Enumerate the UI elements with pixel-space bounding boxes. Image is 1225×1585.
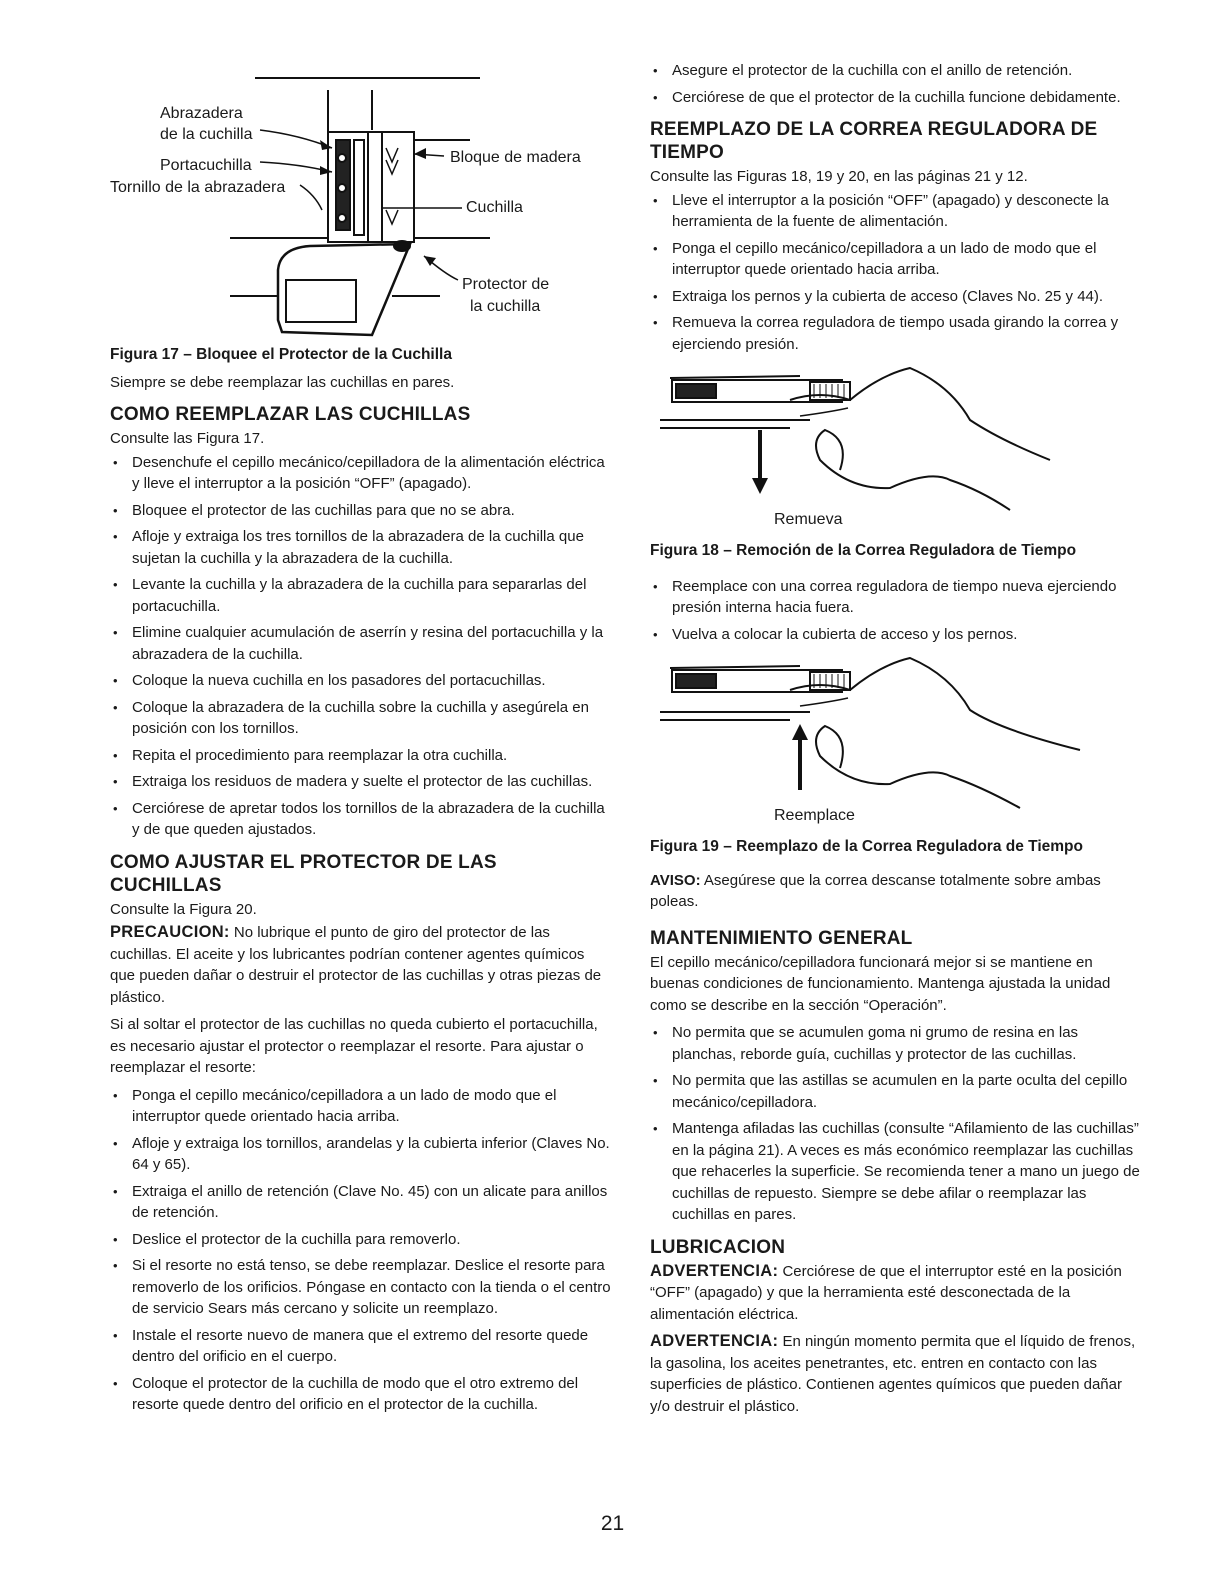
heading-lubricacion: LUBRICACION bbox=[650, 1236, 786, 1258]
list-item: • Mantenga afiladas las cuchillas (consulte “Afilamiento de las cuchillas” en la página 21). A veces es más económico reemplazar las cuchillas que rehacerles la superficie. Se recomienda tener a mano un juego de cuchillas de repuesto. Siempre se debe afilar o reemplazar las cuchillas en pares. bbox=[650, 1118, 1140, 1226]
label-de-la-cuchilla: de la cuchilla bbox=[160, 126, 253, 143]
warning-1-paragraph bbox=[650, 1261, 1140, 1326]
figure-18 bbox=[650, 360, 1140, 532]
figure-19-caption: Figura 19 – Reemplazo de la Correa Reguladora de Tiempo bbox=[650, 838, 1083, 855]
list-item: • Si el resorte no está tenso, se debe reemplazar. Deslice el resorte para removerlo de los orificios. Póngase en contacto con la tienda o el centro de servicio Sears más cercano y solicite un reemplazo. bbox=[110, 1255, 612, 1320]
label-protector-2: la cuchilla bbox=[470, 298, 541, 315]
belt-removal-list bbox=[650, 190, 1140, 356]
list-item: • Cerciórese de que el protector de la cuchilla funcione debidamente. bbox=[650, 87, 1140, 109]
list-item: • Ponga el cepillo mecánico/cepilladora a un lado de modo que el interruptor quede orientado hacia arriba. bbox=[650, 238, 1140, 281]
label-reemplace: Reemplace bbox=[774, 807, 855, 824]
caution-paragraph bbox=[110, 922, 612, 1008]
heading-ajustar-protector: COMO AJUSTAR EL PROTECTOR DE LAS CUCHILLAS bbox=[110, 851, 497, 896]
left-column bbox=[110, 60, 612, 1421]
warning-label: ADVERTENCIA: bbox=[650, 1261, 779, 1280]
warning-text: Cerciórese de que el interruptor esté en la posición “OFF” (apagado) y que la herramienta esté desconectada de la alimentación eléctrica. bbox=[650, 1262, 1122, 1323]
heading-reemplazar-cuchillas: COMO REEMPLAZAR LAS CUCHILLAS bbox=[110, 404, 471, 425]
caution-text: No lubrique el punto de giro del protector de las cuchillas. El aceite y los lubricantes podrían contener agentes químicos que pueden dañar o destruir el protector de las cuchillas y otras piezas de plástico. bbox=[110, 924, 602, 1006]
ref-text: Consulte la Figura 20. bbox=[110, 900, 257, 918]
list-item: • Elimine cualquier acumulación de aserrín y resina del portacuchilla y la abrazadera de la cuchilla. bbox=[110, 622, 612, 665]
list-item: • Ponga el cepillo mecánico/cepilladora a un lado de modo que el interruptor quede orientado hacia arriba. bbox=[110, 1085, 612, 1128]
list-item: • Levante la cuchilla y la abrazadera de la cuchilla para separarlas del portacuchilla. bbox=[110, 574, 612, 617]
list-item: • Extraiga el anillo de retención (Clave No. 45) con un alicate para anillos de retención. bbox=[110, 1181, 612, 1224]
maintenance-paragraph: El cepillo mecánico/cepilladora funcionará mejor si se mantiene en buenas condiciones de funcionamiento. Mantenga ajustada la unidad como se describe en la sección “Operación”. bbox=[650, 953, 1111, 1014]
maintenance-list bbox=[650, 1022, 1140, 1226]
warning-text: En ningún momento permita que el líquido de frenos, la gasolina, los aceites penetrantes, etc. entren en contacto con las superficies de plástico. Contienen agentes químicos que pueden dañar y/o destruir el plástico. bbox=[650, 1333, 1136, 1415]
list-item: • Repita el procedimiento para reemplazar la otra cuchilla. bbox=[110, 745, 612, 767]
figure-17-caption: Figura 17 – Bloquee el Protector de la Cuchilla bbox=[110, 346, 452, 363]
list-item: • Bloquee el protector de las cuchillas para que no se abra. bbox=[110, 500, 612, 522]
right-column bbox=[650, 60, 1140, 1423]
list-item: • Remueva la correa reguladora de tiempo usada girando la correa y ejerciendo presión. bbox=[650, 312, 1140, 355]
heading-correa: REEMPLAZO DE LA CORREA REGULADORA DE TIEMPO bbox=[650, 119, 1098, 163]
label-abrazadera: Abrazadera bbox=[160, 105, 243, 122]
caution-label: PRECAUCION: bbox=[110, 923, 230, 941]
aviso-text: Asegúrese que la correa descanse totalmente sobre ambas poleas. bbox=[650, 871, 1101, 910]
intro-text: Siempre se debe reemplazar las cuchillas en pares. bbox=[110, 373, 455, 391]
label-tornillo: Tornillo de la abrazadera bbox=[110, 179, 286, 196]
label-remueva: Remueva bbox=[774, 511, 843, 528]
list-item: • Asegure el protector de la cuchilla con el anillo de retención. bbox=[650, 60, 1140, 82]
list-item: • Coloque el protector de la cuchilla de modo que el otro extremo del resorte quede dentro del orificio en el protector de la cuchilla. bbox=[110, 1373, 612, 1416]
figure-18-caption: Figura 18 – Remoción de la Correa Reguladora de Tiempo bbox=[650, 542, 1077, 559]
list-item: • Cerciórese de apretar todos los tornillos de la abrazadera de la cuchilla y de que queden ajustados. bbox=[110, 798, 612, 841]
heading-mantenimiento: MANTENIMIENTO GENERAL bbox=[650, 927, 913, 949]
warning-2-paragraph bbox=[650, 1331, 1140, 1417]
replace-blades-list bbox=[110, 452, 612, 841]
ref-text: Consulte las Figura 17. bbox=[110, 430, 265, 447]
belt-replace-list bbox=[650, 576, 1140, 646]
adjust-guard-list bbox=[110, 1085, 612, 1416]
figure-19 bbox=[650, 650, 1140, 828]
label-cuchilla: Cuchilla bbox=[466, 199, 523, 216]
label-bloque: Bloque de madera bbox=[450, 149, 581, 166]
belt-replace-illustration bbox=[650, 650, 1140, 828]
list-item: • Lleve el interruptor a la posición “OFF” (apagado) y desconecte la herramienta de la fuente de alimentación. bbox=[650, 190, 1140, 233]
list-item: • Vuelva a colocar la cubierta de acceso y los pernos. bbox=[650, 624, 1140, 646]
list-item: • Deslice el protector de la cuchilla para removerlo. bbox=[110, 1229, 612, 1251]
list-item: • Reemplace con una correa reguladora de tiempo nueva ejerciendo presión interna hacia fuera. bbox=[650, 576, 1140, 619]
aviso-paragraph bbox=[650, 870, 1140, 913]
belt-removal-illustration bbox=[650, 360, 1140, 532]
list-item: • Afloje y extraiga los tres tornillos de la abrazadera de la cuchilla que sujetan la cuchilla y la abrazadera de la cuchilla. bbox=[110, 526, 612, 569]
list-item: • Desenchufe el cepillo mecánico/cepilladora de la alimentación eléctrica y lleve el interruptor a la posición “OFF” (apagado). bbox=[110, 452, 612, 495]
guard-final-list bbox=[650, 60, 1140, 108]
aviso-label: AVISO: bbox=[650, 871, 701, 889]
spring-paragraph: Si al soltar el protector de las cuchillas no queda cubierto el portacuchilla, es necesario ajustar el protector o reemplazar el resorte. Para ajustar o reemplazar el resorte: bbox=[110, 1016, 598, 1076]
list-item: • No permita que se acumulen goma ni grumo de resina en las planchas, reborde guía, cuchillas y protector de las cuchillas. bbox=[650, 1022, 1140, 1065]
list-item: • Extraiga los pernos y la cubierta de acceso (Claves No. 25 y 44). bbox=[650, 286, 1140, 308]
list-item: • Coloque la nueva cuchilla en los pasadores del portacuchillas. bbox=[110, 670, 612, 692]
list-item: • Instale el resorte nuevo de manera que el extremo del resorte quede dentro del orificio en el cuerpo. bbox=[110, 1325, 612, 1368]
figure-17 bbox=[110, 60, 612, 340]
label-protector-1: Protector de bbox=[462, 276, 550, 293]
list-item: • Coloque la abrazadera de la cuchilla sobre la cuchilla y asegúrela en posición con los tornillos. bbox=[110, 697, 612, 740]
warning-label: ADVERTENCIA: bbox=[650, 1332, 779, 1350]
page-number: 21 bbox=[600, 1512, 625, 1535]
list-item: • Afloje y extraiga los tornillos, arandelas y la cubierta inferior (Claves No. 64 y 65). bbox=[110, 1133, 612, 1176]
label-portacuchilla: Portacuchilla bbox=[160, 157, 252, 174]
list-item: • No permita que las astillas se acumulen en la parte oculta del cepillo mecánico/cepilladora. bbox=[650, 1070, 1140, 1113]
ref-text: Consulte las Figuras 18, 19 y 20, en las páginas 21 y 12. bbox=[650, 168, 1028, 185]
list-item: • Extraiga los residuos de madera y suelte el protector de las cuchillas. bbox=[110, 771, 612, 793]
